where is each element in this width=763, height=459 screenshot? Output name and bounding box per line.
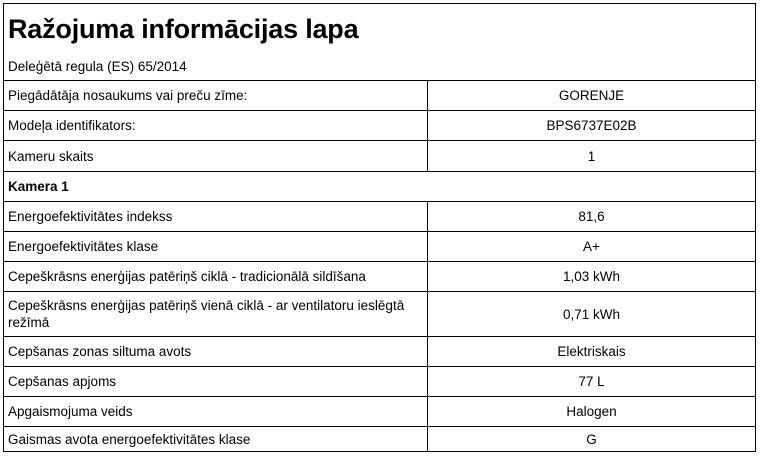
table-row-volume xyxy=(4,366,755,396)
row-label: Cepeškrāsns enerģijas patēriņš ciklā - tradicionālā sildīšana xyxy=(8,269,366,284)
table-row-cavities xyxy=(4,140,755,171)
row-label: Kameru skaits xyxy=(8,148,94,164)
row-value: BPS6737E02B xyxy=(427,111,755,140)
table-row-model xyxy=(4,110,755,140)
row-label: Cepšanas apjoms xyxy=(8,374,117,389)
page-title: Ražojuma informācijas lapa xyxy=(8,14,359,44)
table-row-supplier xyxy=(4,80,755,110)
section-header-cavity-1 xyxy=(4,171,755,201)
row-value: Halogen xyxy=(427,397,755,426)
row-value: G xyxy=(427,427,755,451)
row-value: GORENJE xyxy=(427,81,755,110)
row-value: 77 L xyxy=(427,367,755,396)
row-value: 81,6 xyxy=(427,202,755,231)
row-label: Piegādātāja nosaukums vai preču zīme: xyxy=(8,88,248,103)
row-value: Elektriskais xyxy=(427,337,755,366)
table-row-energy-class xyxy=(4,231,755,261)
row-value: A+ xyxy=(427,232,755,261)
product-info-sheet xyxy=(3,3,756,452)
row-label: Modeļa identifikators: xyxy=(8,118,136,133)
row-value: 1,03 kWh xyxy=(427,262,755,291)
table-row-energy-conventional xyxy=(4,261,755,291)
table-row-energy-fan xyxy=(4,291,755,336)
table-row-lighting xyxy=(4,396,755,426)
row-label: Energoefektivitātes klase xyxy=(8,239,159,254)
row-value: 0,71 kWh xyxy=(427,292,755,336)
row-label: Gaismas avota energoefektivitātes klase xyxy=(8,431,251,447)
table-row-heat-source xyxy=(4,336,755,366)
row-label: Cepeškrāsns enerģijas patēriņš vienā ciklā - ar ventilatoru ieslēgtā režīmā xyxy=(8,298,405,330)
section-label: Kamera 1 xyxy=(8,179,69,194)
row-label: Apgaismojuma veids xyxy=(8,404,133,419)
table-row-light-class xyxy=(4,426,755,451)
row-label: Cepšanas zonas siltuma avots xyxy=(8,344,192,359)
row-label: Energoefektivitātes indekss xyxy=(8,209,173,224)
table-row-eei xyxy=(4,201,755,231)
regulation-subtitle: Deleģētā regula (ES) 65/2014 xyxy=(8,59,187,74)
row-value: 1 xyxy=(427,141,755,171)
